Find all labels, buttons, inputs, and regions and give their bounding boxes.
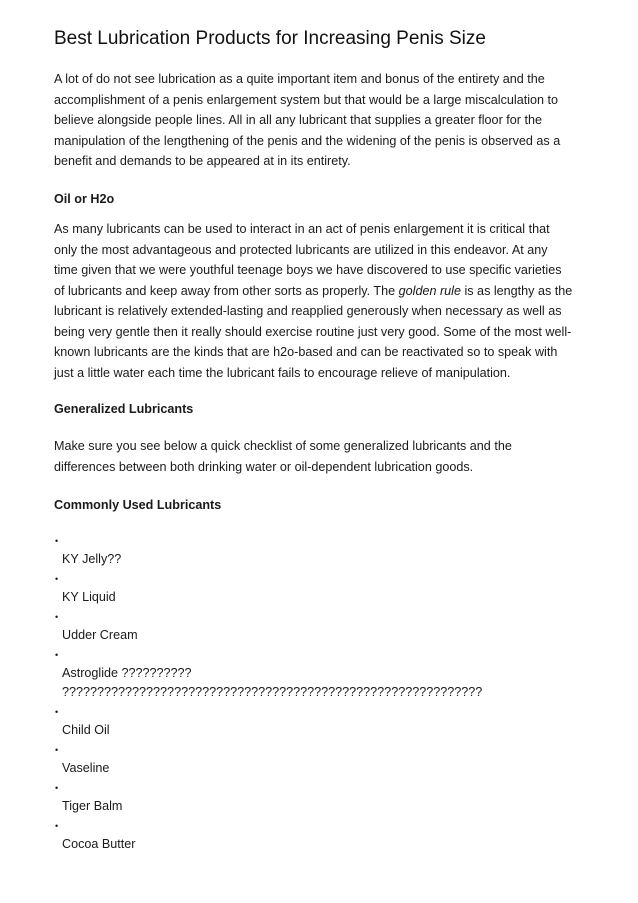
bullet: •: [55, 821, 59, 831]
list-item: [54, 608, 594, 645]
paragraph-line: just a little water each time the lubricant fails to encourage relieve of manipulation.: [54, 365, 511, 380]
bullet: •: [55, 612, 59, 622]
text-segment: of lubricants and keep away from other sorts as properly. The: [54, 283, 399, 298]
golden-rule-emphasis: golden rule: [398, 283, 461, 298]
list-item-label: KY Jelly??: [62, 552, 122, 566]
list-item: [54, 646, 594, 702]
paragraph-line-golden-rule: [54, 281, 594, 302]
paragraph-line: differences between both drinking water or oil-dependent lubrication goods.: [54, 459, 474, 474]
bullet: •: [55, 574, 59, 584]
text-segment: is as lengthy as the: [460, 283, 573, 298]
paragraph-line: only the most advantageous and protected lubricants are utilized in this endeavor. At any: [54, 242, 548, 257]
section-heading-oil-or-h2o: Oil or H2o: [54, 192, 115, 206]
intro-line: benefit and demands to be appeared at in its entirety.: [54, 154, 351, 168]
intro-line: manipulation of the lengthening of the penis and the widening of the penis is observed as a: [54, 133, 561, 148]
section-heading-generalized-lubricants: Generalized Lubricants: [54, 402, 194, 416]
paragraph-line: known lubricants are the kinds that are h2o-based and can be reactivated so to speak with: [54, 345, 558, 359]
intro-line: believe alongside people lines. All in all any lubricant that supplies a greater floor for the: [54, 113, 542, 127]
list-item-label: Child Oil: [62, 723, 110, 737]
paragraph-line: time given that we were youthful teenage boys we have discovered to use specific varieties: [54, 263, 562, 277]
paragraph-line: being very gentle then it really should exercise routine just very good. Some of the most well-: [54, 324, 572, 339]
list-item-label: Udder Cream: [62, 628, 138, 642]
lubricants-list: [54, 532, 594, 854]
bullet: •: [55, 783, 59, 793]
list-item: [54, 532, 594, 569]
intro-line: A lot of do not see lubrication as a quite important item and bonus of the entirety and the: [54, 72, 545, 86]
list-item-label: KY Liquid: [62, 590, 116, 604]
paragraph-line: lubricant is relatively extended-lasting and reapplied generously when necessary as well as: [54, 304, 562, 318]
oil-or-h2o-paragraph: [54, 219, 594, 383]
bullet: •: [55, 707, 59, 717]
list-item-continuation: ????????????????????????????????????????????????????????????: [62, 685, 483, 699]
list-item-label: Cocoa Butter: [62, 837, 136, 851]
generalized-lubricants-paragraph: [54, 436, 594, 477]
list-item: [54, 570, 594, 607]
paragraph-line: As many lubricants can be used to interact in an act of penis enlargement it is critical that: [54, 222, 550, 236]
bullet: •: [55, 650, 59, 660]
list-item: [54, 817, 594, 854]
bullet: •: [55, 745, 59, 755]
page-title: Best Lubrication Products for Increasing Penis Size: [54, 28, 486, 49]
list-item-label: Vaseline: [62, 761, 110, 775]
paragraph-line: Make sure you see below a quick checklist of some generalized lubricants and the: [54, 439, 512, 453]
bullet: •: [55, 536, 59, 546]
intro-line: accomplishment of a penis enlargement system but that would be a large miscalculation to: [54, 92, 559, 107]
section-heading-commonly-used-lubricants: Commonly Used Lubricants: [54, 498, 222, 512]
list-item: [54, 779, 594, 816]
list-item-label: Tiger Balm: [62, 799, 123, 813]
list-item: [54, 741, 594, 778]
intro-paragraph: [54, 69, 594, 172]
list-item: [54, 703, 594, 740]
list-item-label: Astroglide ??????????: [62, 666, 192, 680]
